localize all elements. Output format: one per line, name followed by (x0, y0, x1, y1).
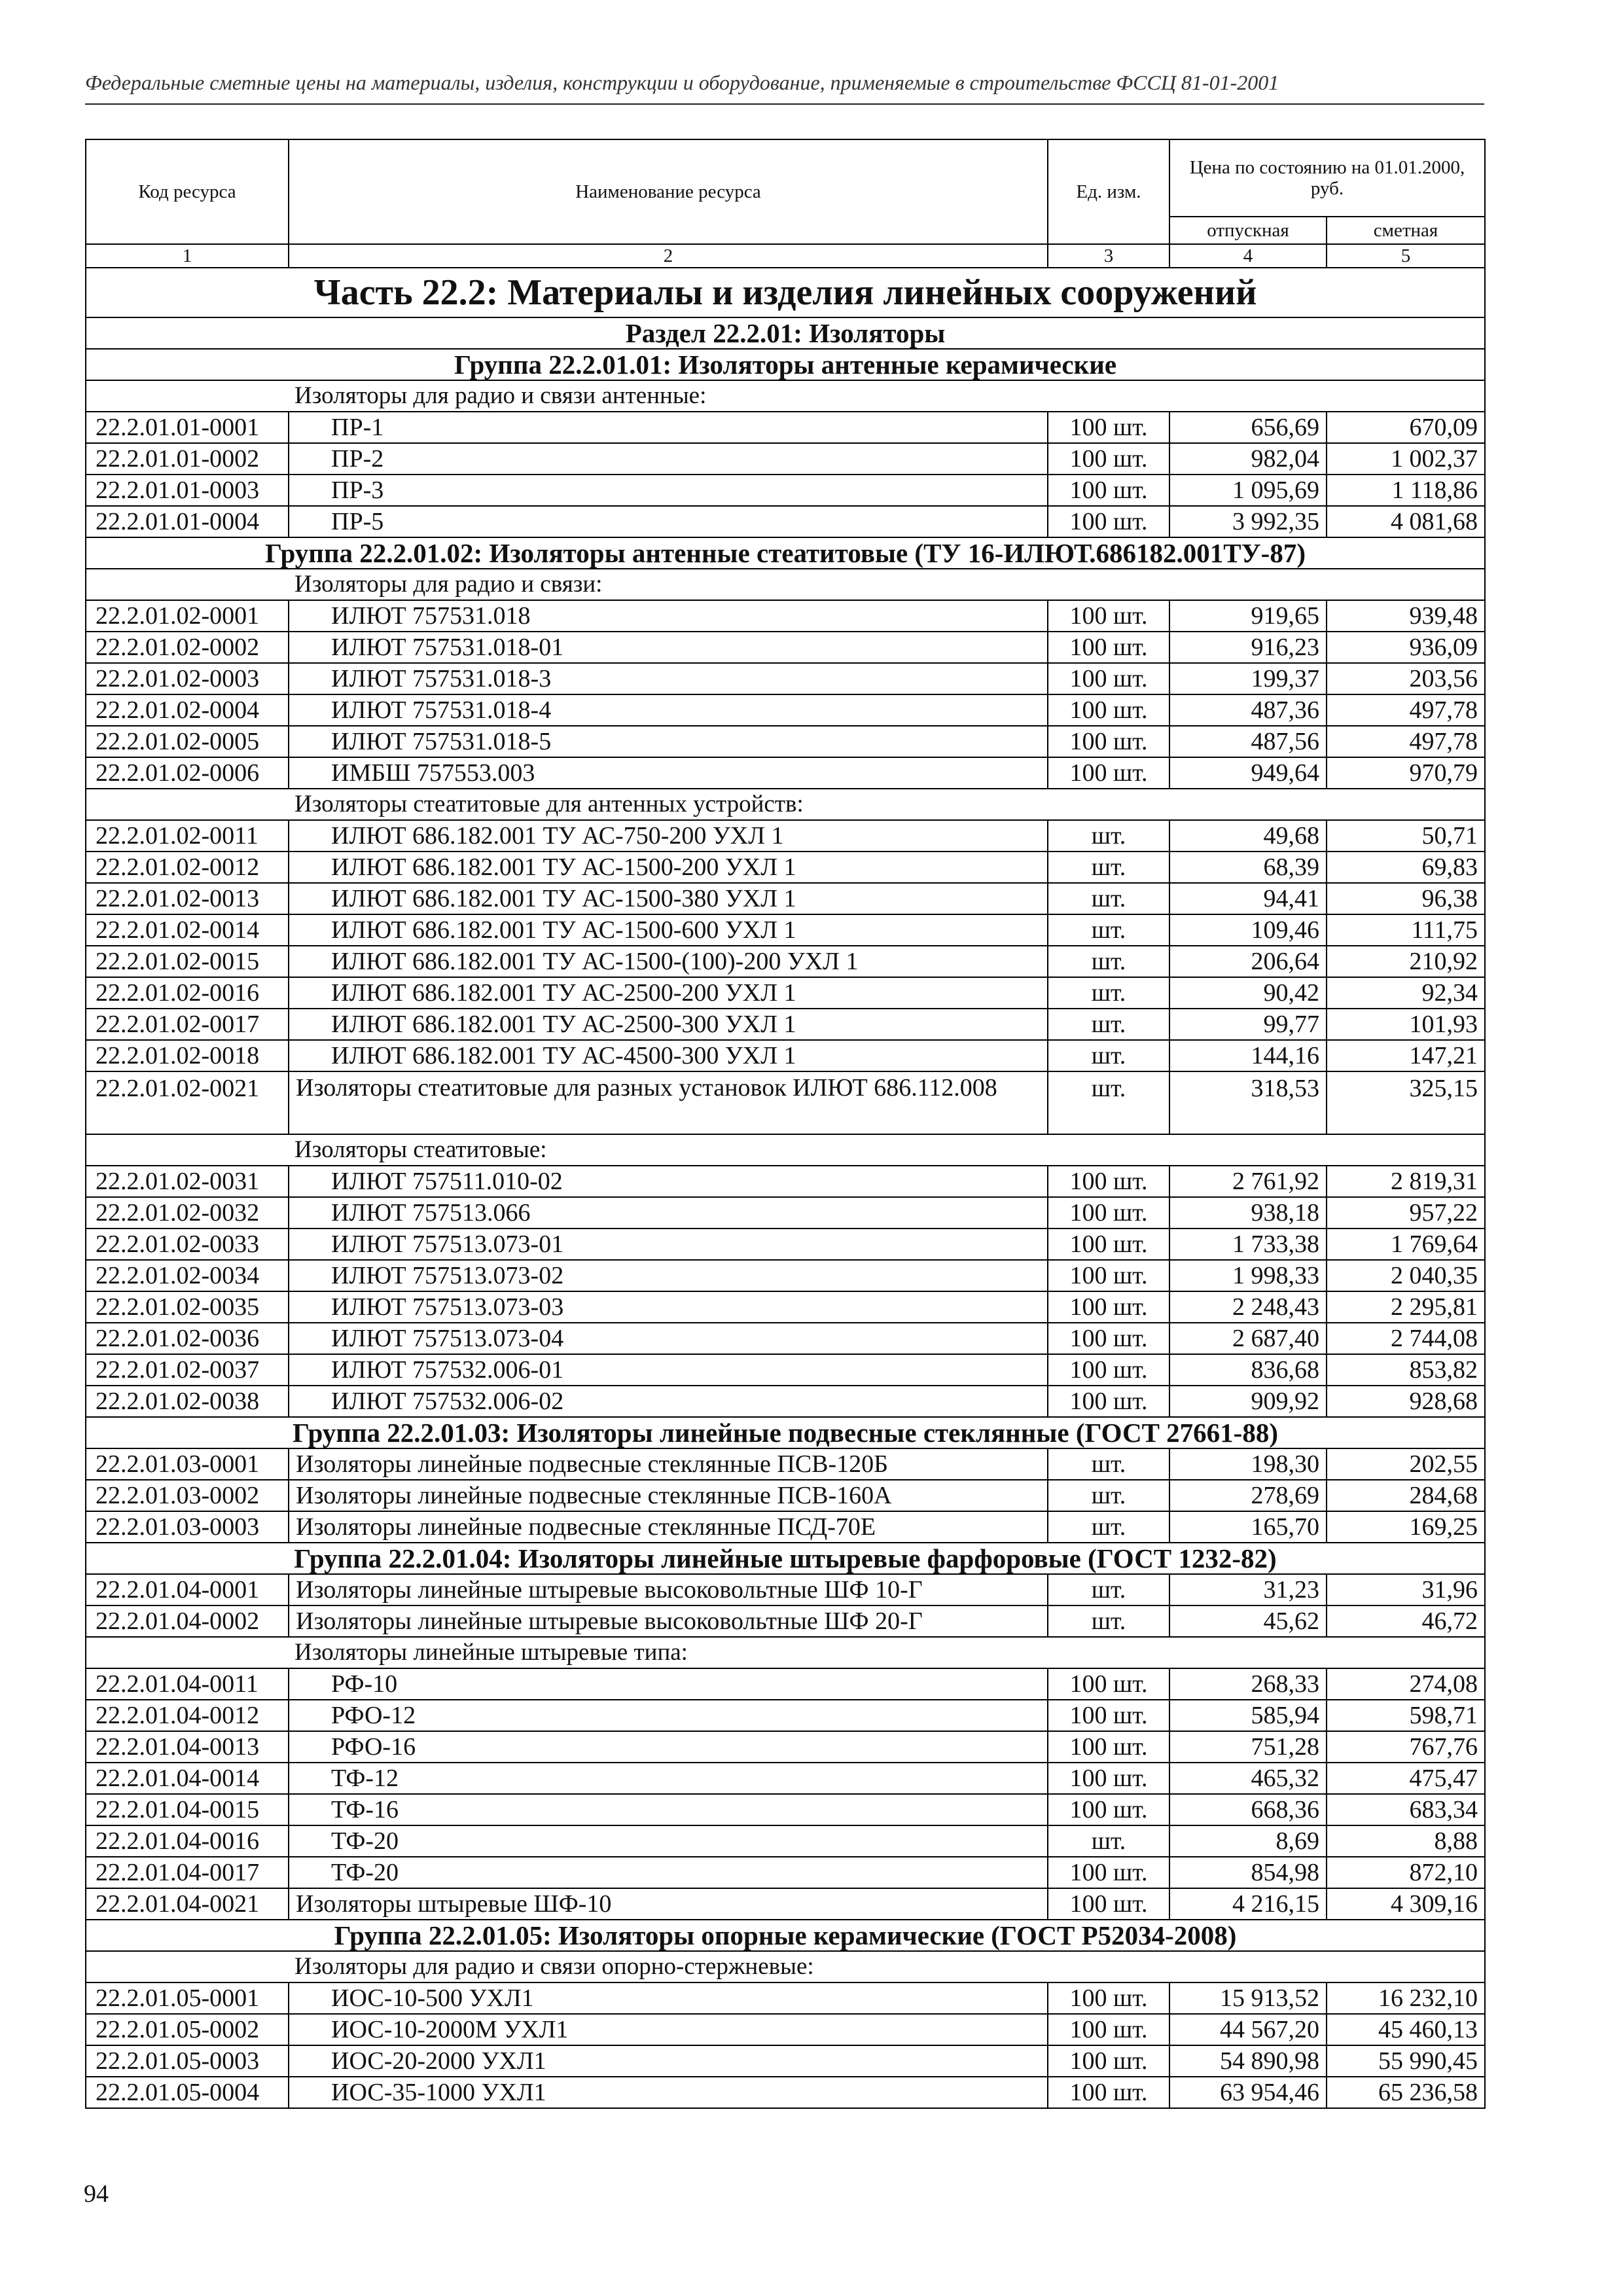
resource-code: 22.2.01.02-0032 (86, 1197, 289, 1229)
estimate-price: 202,55 (1327, 1448, 1485, 1480)
resource-code: 22.2.01.05-0002 (86, 2014, 289, 2045)
release-price: 90,42 (1169, 977, 1327, 1009)
release-price: 68,39 (1169, 852, 1327, 883)
resource-code: 22.2.01.01-0004 (86, 506, 289, 537)
estimate-price: 69,83 (1327, 852, 1485, 883)
resource-code: 22.2.01.04-0001 (86, 1574, 289, 1605)
release-price: 109,46 (1169, 914, 1327, 946)
header-unit: Ед. изм. (1048, 139, 1169, 244)
unit: шт. (1048, 1574, 1169, 1605)
table-row (86, 1480, 1485, 1511)
page-number: 94 (84, 2180, 109, 2208)
table-row (86, 2045, 1485, 2077)
resource-name: ИЛЮТ 686.182.001 ТУ АС-750-200 УХЛ 1 (289, 820, 1048, 852)
estimate-price: 497,78 (1327, 726, 1485, 757)
unit: шт. (1048, 1511, 1169, 1543)
unit: шт. (1048, 914, 1169, 946)
col-number: 1 (86, 244, 289, 268)
release-price: 585,94 (1169, 1700, 1327, 1731)
resource-code: 22.2.01.02-0021 (86, 1071, 289, 1134)
estimate-price: 598,71 (1327, 1700, 1485, 1731)
unit: 100 шт. (1048, 1700, 1169, 1731)
unit: 100 шт. (1048, 1731, 1169, 1763)
estimate-price: 497,78 (1327, 694, 1485, 726)
release-price: 836,68 (1169, 1354, 1327, 1386)
unit: 100 шт. (1048, 663, 1169, 694)
unit: шт. (1048, 820, 1169, 852)
resource-name: ИОС-10-2000М УХЛ1 (289, 2014, 1048, 2045)
table-row (86, 914, 1485, 946)
release-price: 198,30 (1169, 1448, 1327, 1480)
resource-name: Изоляторы линейные подвесные стеклянные ПСД-70Е (289, 1511, 1048, 1543)
header-release: отпускная (1169, 217, 1327, 244)
resource-name: ИЛЮТ 686.182.001 ТУ АС-4500-300 УХЛ 1 (289, 1040, 1048, 1071)
group-title: Группа 22.2.01.04: Изоляторы линейные штыревые фарфоровые (ГОСТ 1232-82) (86, 1543, 1485, 1574)
estimate-price: 970,79 (1327, 757, 1485, 789)
resource-code: 22.2.01.02-0012 (86, 852, 289, 883)
release-price: 49,68 (1169, 820, 1327, 852)
col-number: 3 (1048, 244, 1169, 268)
price-table (85, 139, 1486, 2109)
estimate-price: 31,96 (1327, 1574, 1485, 1605)
unit: 100 шт. (1048, 2077, 1169, 2108)
release-price: 3 992,35 (1169, 506, 1327, 537)
section-title: Раздел 22.2.01: Изоляторы (86, 317, 1485, 349)
table-row (86, 1166, 1485, 1197)
release-price: 1 998,33 (1169, 1260, 1327, 1291)
estimate-price: 8,88 (1327, 1825, 1485, 1857)
group-title: Группа 22.2.01.03: Изоляторы линейные подвесные стеклянные (ГОСТ 27661-88) (86, 1417, 1485, 1448)
unit: 100 шт. (1048, 506, 1169, 537)
resource-name: Изоляторы штыревые ШФ-10 (289, 1888, 1048, 1920)
unit: шт. (1048, 852, 1169, 883)
unit: 100 шт. (1048, 694, 1169, 726)
estimate-price: 957,22 (1327, 1197, 1485, 1229)
estimate-price: 45 460,13 (1327, 2014, 1485, 2045)
release-price: 318,53 (1169, 1071, 1327, 1134)
resource-code: 22.2.01.01-0002 (86, 443, 289, 475)
resource-code: 22.2.01.02-0005 (86, 726, 289, 757)
estimate-price: 670,09 (1327, 412, 1485, 443)
release-price: 278,69 (1169, 1480, 1327, 1511)
resource-code: 22.2.01.04-0012 (86, 1700, 289, 1731)
release-price: 656,69 (1169, 412, 1327, 443)
resource-code: 22.2.01.02-0018 (86, 1040, 289, 1071)
table-row (86, 663, 1485, 694)
resource-code: 22.2.01.02-0003 (86, 663, 289, 694)
resource-code: 22.2.01.05-0004 (86, 2077, 289, 2108)
unit: шт. (1048, 1009, 1169, 1040)
resource-code: 22.2.01.02-0015 (86, 946, 289, 977)
col-number: 2 (289, 244, 1048, 268)
resource-name: ИЛЮТ 757513.066 (289, 1197, 1048, 1229)
table-row (86, 1197, 1485, 1229)
resource-name: ИЛЮТ 757513.073-01 (289, 1229, 1048, 1260)
resource-name: РФО-12 (289, 1700, 1048, 1731)
table-row (86, 820, 1485, 852)
release-price: 2 248,43 (1169, 1291, 1327, 1323)
col-number: 5 (1327, 244, 1485, 268)
release-price: 465,32 (1169, 1763, 1327, 1794)
release-price: 938,18 (1169, 1197, 1327, 1229)
unit: 100 шт. (1048, 726, 1169, 757)
release-price: 206,64 (1169, 946, 1327, 977)
estimate-price: 101,93 (1327, 1009, 1485, 1040)
unit: 100 шт. (1048, 443, 1169, 475)
resource-name: ИМБШ 757553.003 (289, 757, 1048, 789)
table-row (86, 1040, 1485, 1071)
resource-code: 22.2.01.02-0004 (86, 694, 289, 726)
release-price: 982,04 (1169, 443, 1327, 475)
resource-code: 22.2.01.02-0037 (86, 1354, 289, 1386)
unit: 100 шт. (1048, 1291, 1169, 1323)
table-row (86, 632, 1485, 663)
release-price: 94,41 (1169, 883, 1327, 914)
release-price: 63 954,46 (1169, 2077, 1327, 2108)
estimate-price: 284,68 (1327, 1480, 1485, 1511)
release-price: 144,16 (1169, 1040, 1327, 1071)
resource-name: ИЛЮТ 757513.073-04 (289, 1323, 1048, 1354)
unit: 100 шт. (1048, 2045, 1169, 2077)
unit: 100 шт. (1048, 1794, 1169, 1825)
unit: 100 шт. (1048, 1668, 1169, 1700)
header-rule (85, 103, 1484, 105)
header-name: Наименование ресурса (289, 139, 1048, 244)
unit: 100 шт. (1048, 1386, 1169, 1417)
resource-code: 22.2.01.04-0013 (86, 1731, 289, 1763)
resource-name: ИЛЮТ 757531.018-4 (289, 694, 1048, 726)
resource-name: Изоляторы линейные штыревые высоковольтные ШФ 20-Г (289, 1605, 1048, 1637)
table-row (86, 1323, 1485, 1354)
subgroup-title: Изоляторы для радио и связи опорно-стержневые: (86, 1951, 1485, 1982)
table-row (86, 852, 1485, 883)
table-row (86, 1857, 1485, 1888)
estimate-price: 683,34 (1327, 1794, 1485, 1825)
unit: 100 шт. (1048, 475, 1169, 506)
resource-code: 22.2.01.04-0015 (86, 1794, 289, 1825)
estimate-price: 4 309,16 (1327, 1888, 1485, 1920)
resource-code: 22.2.01.02-0002 (86, 632, 289, 663)
resource-name: ТФ-16 (289, 1794, 1048, 1825)
unit: 100 шт. (1048, 1857, 1169, 1888)
table-row (86, 1574, 1485, 1605)
resource-name: ИЛЮТ 757531.018-01 (289, 632, 1048, 663)
resource-name: Изоляторы линейные штыревые высоковольтные ШФ 10-Г (289, 1574, 1048, 1605)
estimate-price: 96,38 (1327, 883, 1485, 914)
release-price: 2 761,92 (1169, 1166, 1327, 1197)
table-row (86, 1888, 1485, 1920)
table-row (86, 1763, 1485, 1794)
resource-code: 22.2.01.03-0002 (86, 1480, 289, 1511)
group-title: Группа 22.2.01.05: Изоляторы опорные керамические (ГОСТ Р52034-2008) (86, 1920, 1485, 1951)
resource-name: ИЛЮТ 686.182.001 ТУ АС-1500-380 УХЛ 1 (289, 883, 1048, 914)
estimate-price: 92,34 (1327, 977, 1485, 1009)
estimate-price: 203,56 (1327, 663, 1485, 694)
group-title: Группа 22.2.01.01: Изоляторы антенные керамические (86, 349, 1485, 380)
release-price: 919,65 (1169, 600, 1327, 632)
estimate-price: 872,10 (1327, 1857, 1485, 1888)
resource-name: ИОС-20-2000 УХЛ1 (289, 2045, 1048, 2077)
col-number: 4 (1169, 244, 1327, 268)
table-row (86, 506, 1485, 537)
unit: 100 шт. (1048, 412, 1169, 443)
resource-code: 22.2.01.02-0033 (86, 1229, 289, 1260)
unit: шт. (1048, 1040, 1169, 1071)
resource-code: 22.2.01.02-0006 (86, 757, 289, 789)
resource-name: Изоляторы линейные подвесные стеклянные ПСВ-160А (289, 1480, 1048, 1511)
table-row (86, 1386, 1485, 1417)
header-price: Цена по состоянию на 01.01.2000, руб. (1169, 139, 1485, 217)
estimate-price: 147,21 (1327, 1040, 1485, 1071)
release-price: 487,36 (1169, 694, 1327, 726)
table-row (86, 1354, 1485, 1386)
unit: шт. (1048, 1071, 1169, 1134)
table-row (86, 1731, 1485, 1763)
resource-code: 22.2.01.05-0001 (86, 1982, 289, 2014)
table-row (86, 2014, 1485, 2045)
estimate-price: 325,15 (1327, 1071, 1485, 1134)
resource-code: 22.2.01.01-0003 (86, 475, 289, 506)
resource-name: ИОС-10-500 УХЛ1 (289, 1982, 1048, 2014)
table-row (86, 694, 1485, 726)
release-price: 668,36 (1169, 1794, 1327, 1825)
release-price: 99,77 (1169, 1009, 1327, 1040)
resource-name: ИЛЮТ 686.182.001 ТУ АС-1500-200 УХЛ 1 (289, 852, 1048, 883)
resource-name: ИЛЮТ 757511.010-02 (289, 1166, 1048, 1197)
release-price: 45,62 (1169, 1605, 1327, 1637)
estimate-price: 1 769,64 (1327, 1229, 1485, 1260)
resource-name: Изоляторы стеатитовые для разных установок ИЛЮТ 686.112.008 (289, 1071, 1048, 1134)
resource-code: 22.2.01.02-0013 (86, 883, 289, 914)
part-title: Часть 22.2: Материалы и изделия линейных сооружений (86, 268, 1485, 317)
table-row (86, 443, 1485, 475)
unit: шт. (1048, 946, 1169, 977)
resource-code: 22.2.01.02-0011 (86, 820, 289, 852)
resource-name: ИЛЮТ 686.182.001 ТУ АС-1500-600 УХЛ 1 (289, 914, 1048, 946)
resource-name: ПР-5 (289, 506, 1048, 537)
resource-name: ИЛЮТ 757531.018 (289, 600, 1048, 632)
table-row (86, 1448, 1485, 1480)
resource-name: ИЛЮТ 757532.006-01 (289, 1354, 1048, 1386)
table-row (86, 1825, 1485, 1857)
estimate-price: 55 990,45 (1327, 2045, 1485, 2077)
unit: 100 шт. (1048, 1888, 1169, 1920)
estimate-price: 2 040,35 (1327, 1260, 1485, 1291)
resource-name: РФ-10 (289, 1668, 1048, 1700)
release-price: 949,64 (1169, 757, 1327, 789)
table-row (86, 475, 1485, 506)
estimate-price: 1 118,86 (1327, 475, 1485, 506)
resource-name: ИЛЮТ 686.182.001 ТУ АС-2500-300 УХЛ 1 (289, 1009, 1048, 1040)
unit: 100 шт. (1048, 757, 1169, 789)
resource-code: 22.2.01.02-0038 (86, 1386, 289, 1417)
release-price: 15 913,52 (1169, 1982, 1327, 2014)
release-price: 1 733,38 (1169, 1229, 1327, 1260)
unit: шт. (1048, 1605, 1169, 1637)
resource-code: 22.2.01.04-0002 (86, 1605, 289, 1637)
table-row (86, 600, 1485, 632)
unit: 100 шт. (1048, 1323, 1169, 1354)
unit: шт. (1048, 1448, 1169, 1480)
table-row (86, 1291, 1485, 1323)
resource-name: Изоляторы линейные подвесные стеклянные ПСВ-120Б (289, 1448, 1048, 1480)
estimate-price: 2 295,81 (1327, 1291, 1485, 1323)
estimate-price: 169,25 (1327, 1511, 1485, 1543)
estimate-price: 4 081,68 (1327, 506, 1485, 537)
release-price: 751,28 (1169, 1731, 1327, 1763)
estimate-price: 767,76 (1327, 1731, 1485, 1763)
resource-name: ТФ-20 (289, 1857, 1048, 1888)
estimate-price: 46,72 (1327, 1605, 1485, 1637)
table-row (86, 1668, 1485, 1700)
estimate-price: 928,68 (1327, 1386, 1485, 1417)
release-price: 4 216,15 (1169, 1888, 1327, 1920)
release-price: 199,37 (1169, 663, 1327, 694)
resource-name: ТФ-12 (289, 1763, 1048, 1794)
subgroup-title: Изоляторы для радио и связи антенные: (86, 380, 1485, 412)
estimate-price: 2 744,08 (1327, 1323, 1485, 1354)
resource-code: 22.2.01.02-0035 (86, 1291, 289, 1323)
unit: 100 шт. (1048, 1229, 1169, 1260)
table-row (86, 1511, 1485, 1543)
resource-code: 22.2.01.04-0016 (86, 1825, 289, 1857)
release-price: 487,56 (1169, 726, 1327, 757)
release-price: 1 095,69 (1169, 475, 1327, 506)
table-row (86, 883, 1485, 914)
resource-code: 22.2.01.03-0003 (86, 1511, 289, 1543)
header-code: Код ресурса (86, 139, 289, 244)
resource-code: 22.2.01.02-0016 (86, 977, 289, 1009)
unit: шт. (1048, 1825, 1169, 1857)
estimate-price: 475,47 (1327, 1763, 1485, 1794)
release-price: 8,69 (1169, 1825, 1327, 1857)
resource-code: 22.2.01.04-0014 (86, 1763, 289, 1794)
estimate-price: 2 819,31 (1327, 1166, 1485, 1197)
subgroup-title: Изоляторы стеатитовые: (86, 1134, 1485, 1166)
unit: 100 шт. (1048, 2014, 1169, 2045)
unit: 100 шт. (1048, 1982, 1169, 2014)
table-row (86, 726, 1485, 757)
resource-name: ИЛЮТ 757513.073-02 (289, 1260, 1048, 1291)
table-row (86, 1794, 1485, 1825)
resource-name: ИЛЮТ 757531.018-5 (289, 726, 1048, 757)
resource-code: 22.2.01.02-0017 (86, 1009, 289, 1040)
unit: 100 шт. (1048, 1354, 1169, 1386)
table-row (86, 1700, 1485, 1731)
unit: шт. (1048, 1480, 1169, 1511)
resource-code: 22.2.01.02-0036 (86, 1323, 289, 1354)
table-row (86, 1260, 1485, 1291)
resource-name: ИЛЮТ 757513.073-03 (289, 1291, 1048, 1323)
unit: 100 шт. (1048, 1763, 1169, 1794)
table-row (86, 1982, 1485, 2014)
subgroup-title: Изоляторы линейные штыревые типа: (86, 1637, 1485, 1668)
resource-code: 22.2.01.04-0017 (86, 1857, 289, 1888)
table-row (86, 1071, 1485, 1134)
resource-code: 22.2.01.02-0001 (86, 600, 289, 632)
release-price: 854,98 (1169, 1857, 1327, 1888)
unit: 100 шт. (1048, 1166, 1169, 1197)
group-title: Группа 22.2.01.02: Изоляторы антенные стеатитовые (ТУ 16-ИЛЮТ.686182.001ТУ-87) (86, 537, 1485, 569)
subgroup-title: Изоляторы стеатитовые для антенных устройств: (86, 789, 1485, 820)
release-price: 2 687,40 (1169, 1323, 1327, 1354)
release-price: 31,23 (1169, 1574, 1327, 1605)
resource-name: ПР-1 (289, 412, 1048, 443)
estimate-price: 210,92 (1327, 946, 1485, 977)
unit: 100 шт. (1048, 1197, 1169, 1229)
resource-code: 22.2.01.02-0034 (86, 1260, 289, 1291)
unit: шт. (1048, 883, 1169, 914)
resource-code: 22.2.01.02-0014 (86, 914, 289, 946)
resource-code: 22.2.01.05-0003 (86, 2045, 289, 2077)
release-price: 916,23 (1169, 632, 1327, 663)
resource-name: ПР-2 (289, 443, 1048, 475)
table-row (86, 1009, 1485, 1040)
unit: шт. (1048, 977, 1169, 1009)
release-price: 268,33 (1169, 1668, 1327, 1700)
resource-code: 22.2.01.03-0001 (86, 1448, 289, 1480)
unit: 100 шт. (1048, 600, 1169, 632)
resource-name: ИЛЮТ 686.182.001 ТУ АС-2500-200 УХЛ 1 (289, 977, 1048, 1009)
resource-name: ИЛЮТ 757532.006-02 (289, 1386, 1048, 1417)
estimate-price: 939,48 (1327, 600, 1485, 632)
estimate-price: 853,82 (1327, 1354, 1485, 1386)
resource-name: ПР-3 (289, 475, 1048, 506)
estimate-price: 1 002,37 (1327, 443, 1485, 475)
running-header: Федеральные сметные цены на материалы, изделия, конструкции и оборудование, применяемые в строительстве ФССЦ 81-01-2001 (85, 71, 1279, 94)
estimate-price: 936,09 (1327, 632, 1485, 663)
estimate-price: 16 232,10 (1327, 1982, 1485, 2014)
table-row (86, 1605, 1485, 1637)
release-price: 165,70 (1169, 1511, 1327, 1543)
resource-code: 22.2.01.02-0031 (86, 1166, 289, 1197)
estimate-price: 274,08 (1327, 1668, 1485, 1700)
estimate-price: 50,71 (1327, 820, 1485, 852)
resource-name: ИЛЮТ 757531.018-3 (289, 663, 1048, 694)
table-row (86, 1229, 1485, 1260)
table-row (86, 2077, 1485, 2108)
header-estimate: сметная (1327, 217, 1485, 244)
resource-name: ИОС-35-1000 УХЛ1 (289, 2077, 1048, 2108)
resource-code: 22.2.01.04-0021 (86, 1888, 289, 1920)
unit: 100 шт. (1048, 1260, 1169, 1291)
table-row (86, 977, 1485, 1009)
estimate-price: 65 236,58 (1327, 2077, 1485, 2108)
subgroup-title: Изоляторы для радио и связи: (86, 569, 1485, 600)
resource-name: РФО-16 (289, 1731, 1048, 1763)
table-row (86, 946, 1485, 977)
resource-name: ТФ-20 (289, 1825, 1048, 1857)
table-row (86, 412, 1485, 443)
table-row (86, 757, 1485, 789)
estimate-price: 111,75 (1327, 914, 1485, 946)
resource-name: ИЛЮТ 686.182.001 ТУ АС-1500-(100)-200 УХЛ 1 (289, 946, 1048, 977)
unit: 100 шт. (1048, 632, 1169, 663)
release-price: 44 567,20 (1169, 2014, 1327, 2045)
resource-code: 22.2.01.04-0011 (86, 1668, 289, 1700)
release-price: 54 890,98 (1169, 2045, 1327, 2077)
table-body (86, 268, 1485, 2108)
resource-code: 22.2.01.01-0001 (86, 412, 289, 443)
release-price: 909,92 (1169, 1386, 1327, 1417)
